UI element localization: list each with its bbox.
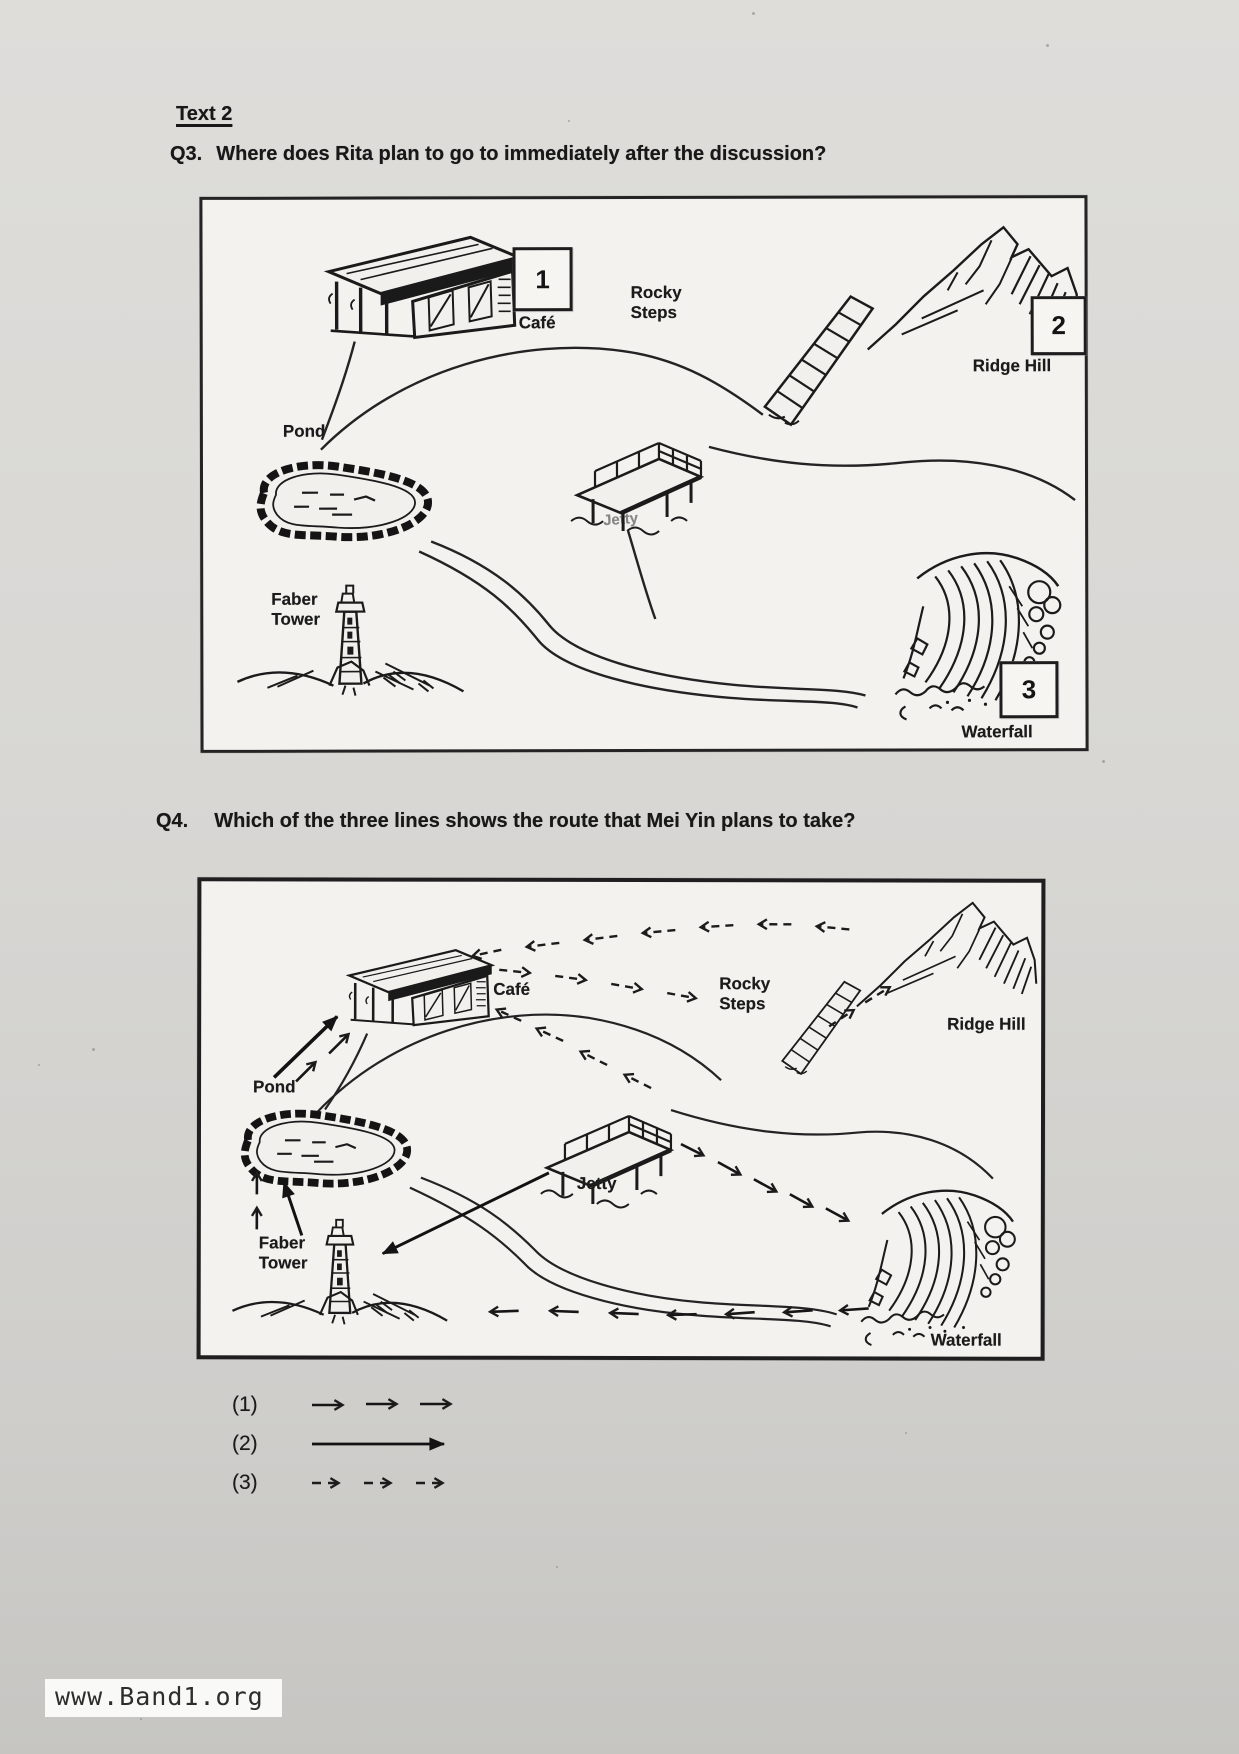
pond-label: Pond bbox=[253, 1077, 296, 1097]
q4-map bbox=[197, 877, 1046, 1360]
option-1-label: (1) bbox=[232, 1393, 258, 1416]
marker-1-value: 1 bbox=[535, 263, 550, 294]
option-2 bbox=[232, 1429, 468, 1459]
section-title: Text 2 bbox=[176, 103, 233, 125]
option-3-label: (3) bbox=[232, 1471, 258, 1494]
marker-3-value: 3 bbox=[1021, 674, 1037, 705]
rocky-steps-icon bbox=[782, 982, 860, 1074]
q3-question-text: Where does Rita plan to go to immediately after the discussion? bbox=[216, 143, 827, 165]
scan-speckle bbox=[905, 1432, 907, 1434]
ridge-hill-label: Ridge Hill bbox=[972, 356, 1052, 376]
trail-lines bbox=[321, 340, 1076, 709]
cafe-label: Café bbox=[518, 313, 556, 333]
option-3 bbox=[232, 1468, 468, 1498]
dashed-arrows-icon bbox=[308, 1468, 468, 1498]
waterfall-icon bbox=[861, 1191, 1015, 1346]
jetty-label: Jetty bbox=[602, 509, 639, 530]
marker-1 bbox=[513, 247, 573, 311]
watermark: www.Band1.org bbox=[45, 1679, 282, 1717]
faber-tower-label: Faber Tower bbox=[271, 589, 321, 629]
q4-question-text: Which of the three lines shows the route that Mei Yin plans to take? bbox=[214, 810, 856, 832]
pond-icon bbox=[245, 1113, 408, 1183]
cafe-label: Café bbox=[493, 979, 531, 999]
q4-options bbox=[232, 1390, 468, 1507]
scan-speckle bbox=[1102, 760, 1105, 763]
rocky-steps-icon bbox=[765, 297, 873, 425]
option-1 bbox=[232, 1390, 468, 1420]
option-2-label: (2) bbox=[232, 1432, 258, 1455]
question-q3 bbox=[170, 143, 1050, 166]
scan-speckle bbox=[568, 120, 570, 122]
q3-map-drawing bbox=[202, 198, 1085, 750]
pond-icon bbox=[260, 465, 428, 537]
waterfall-label: Waterfall bbox=[961, 722, 1033, 742]
scan-speckle bbox=[38, 1064, 40, 1066]
trail-lines bbox=[316, 1014, 994, 1326]
question-q4 bbox=[156, 810, 1076, 833]
scan-speckle bbox=[1046, 44, 1049, 47]
q4-number: Q4. bbox=[156, 810, 189, 832]
solid-arrow-icon bbox=[308, 1429, 468, 1459]
ridge-hill-label: Ridge Hill bbox=[947, 1014, 1026, 1034]
q3-map bbox=[199, 195, 1088, 753]
cafe-icon bbox=[329, 237, 519, 337]
marker-2 bbox=[1031, 296, 1087, 355]
scan-speckle bbox=[752, 12, 755, 15]
marker-2-value: 2 bbox=[1051, 310, 1066, 341]
faber-tower-label: Faber Tower bbox=[258, 1233, 308, 1273]
scan-speckle bbox=[556, 1566, 558, 1568]
rocky-steps-label: Rocky Steps bbox=[630, 282, 682, 323]
marker-3 bbox=[999, 661, 1058, 718]
rocky-steps-label: Rocky Steps bbox=[719, 974, 771, 1014]
open-arrows-icon bbox=[308, 1390, 468, 1420]
q4-map-drawing bbox=[201, 881, 1042, 1356]
jetty-label: Jetty bbox=[576, 1173, 617, 1193]
cafe-icon bbox=[349, 950, 492, 1025]
scan-speckle bbox=[140, 1718, 142, 1720]
q3-number: Q3. bbox=[170, 143, 203, 165]
pond-label: Pond bbox=[282, 421, 326, 441]
scan-speckle bbox=[92, 1048, 95, 1051]
waterfall-label: Waterfall bbox=[930, 1330, 1002, 1350]
